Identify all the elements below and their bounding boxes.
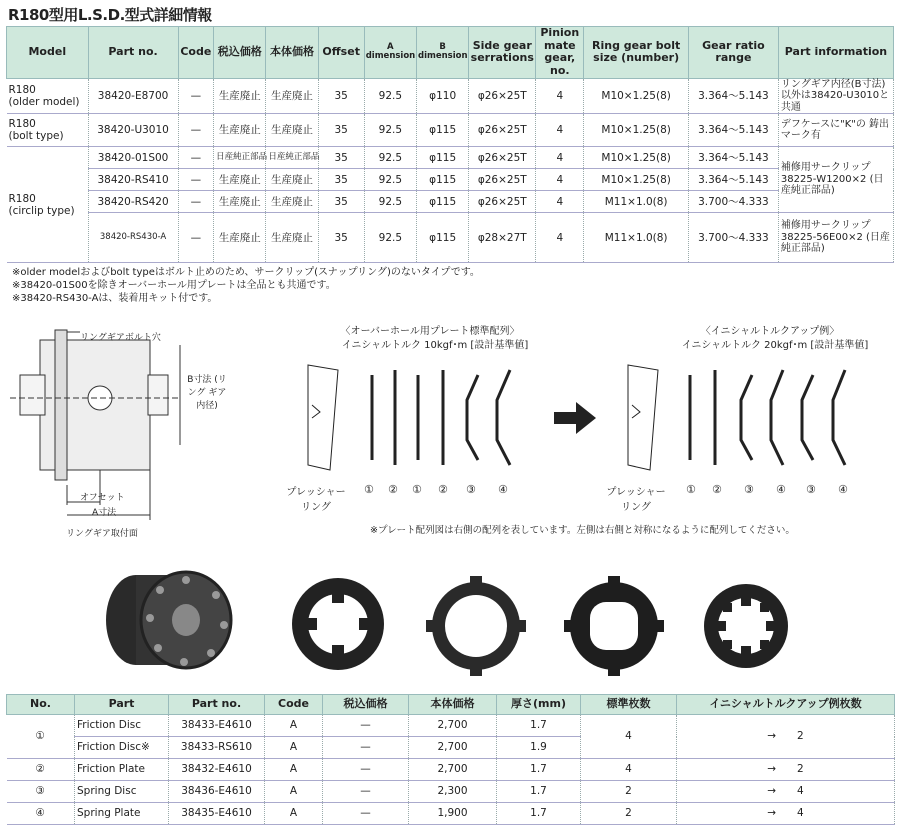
cell-base: 生産廃止 [266,78,318,114]
cell-tax: 生産廃止 [214,213,266,263]
plate-right-torque: イニシャルトルク 20kgf･m [設計基準値] [681,340,869,351]
cell-part: 38420-U3010 [88,114,178,147]
cell-torque-up: → 4 [677,803,895,825]
cell-part-no: 38432-E4610 [169,759,265,781]
seq-right: ② [712,483,722,496]
col-code: Code [178,27,214,79]
cell-bolt: M11×1.0(8) [584,191,689,213]
cell-no: ③ [7,781,75,803]
col-part-no: Part no. [88,27,178,79]
cell-base: 生産廃止 [266,114,318,147]
cell-ratio: 3.364～5.143 [688,169,778,191]
cell-a: 92.5 [364,213,416,263]
cell-part-no: 38436-E4610 [169,781,265,803]
label-ring-bolt: リングギアボルト穴 [80,333,161,343]
label-a-dim: A寸法 [92,508,117,518]
col-ring-bolt: Ring gear bolt size (number) [584,27,689,79]
seq-left: ① [364,483,374,496]
cell-part: 38420-01S00 [88,147,178,169]
cell-side: φ28×27T [469,213,536,263]
cell-thickness: 1.9 [497,737,581,759]
seq-right: ① [686,483,696,496]
cell-price: 2,700 [409,759,497,781]
spec-table [6,26,894,263]
cell-standard: 2 [581,803,677,825]
cell-tax: — [323,759,409,781]
seq-right: ④ [776,483,786,496]
cell-a: 92.5 [364,191,416,213]
seq-left: ③ [466,483,476,496]
cell-price: 2,700 [409,737,497,759]
cell-a: 92.5 [364,114,416,147]
seq-right: ④ [838,483,848,496]
cell-tax: — [323,737,409,759]
cell-part: 38420-RS410 [88,169,178,191]
cell-side: φ26×25T [469,191,536,213]
cell-bolt: M11×1.0(8) [584,213,689,263]
cell-pinion: 4 [536,169,584,191]
cell-base: 生産廃止 [266,213,318,263]
cell-ratio: 3.364～5.143 [688,78,778,114]
parts-table [6,694,895,825]
col-code: Code [265,695,323,715]
plate-left-title: 〈オーバーホール用プレート標準配列〉 [340,326,520,337]
cell-ratio: 3.364～5.143 [688,114,778,147]
cell-ratio: 3.364～5.143 [688,147,778,169]
col-part-no: Part no. [169,695,265,715]
parts-header-row [7,695,895,715]
plate-note: ※プレート配列図は右側の配列を表しています。左側は右側と対称になるように配列してください。 [370,525,795,536]
cell-info: デフケースに"K"の 鋳出マーク有 [778,114,893,147]
spec-header-row [7,27,894,79]
cell-standard: 2 [581,781,677,803]
cell-code: — [178,78,214,114]
cell-offset: 35 [318,78,364,114]
col-part-info: Part information [778,27,893,79]
cell-model: R180 (bolt type) [7,114,89,147]
cell-torque-up: → 4 [677,781,895,803]
cell-model: R180 (circlip type) [7,147,89,263]
cell-pinion: 4 [536,213,584,263]
cell-no: ② [7,759,75,781]
plate-left-diagram [300,360,530,480]
note: ※38420-01S00を除きオーバーホール用プレートは全品とも共通です。 [12,280,336,291]
col-a-dim: A dimension [364,27,416,79]
cell-part: Friction Plate [75,759,169,781]
cell-b: φ115 [417,213,469,263]
seq-right: ③ [806,483,816,496]
parts-row [7,781,895,803]
cell-part: 38420-E8700 [88,78,178,114]
cell-code: A [265,737,323,759]
seq-left: ② [438,483,448,496]
plate-left-torque: イニシャルトルク 10kgf･m [設計基準値] [341,340,529,351]
col-pinion: Pinion mate gear, no. [536,27,584,79]
cell-part: 38420-RS430-A [88,213,178,263]
col-torque-up-qty: イニシャルトルクアップ例枚数 [677,695,895,715]
cell-code: — [178,169,214,191]
col-offset: Offset [318,27,364,79]
cell-code: — [178,147,214,169]
col-no: No. [7,695,75,715]
col-model: Model [7,27,89,79]
cell-price: 2,300 [409,781,497,803]
cell-thickness: 1.7 [497,759,581,781]
cell-code: — [178,213,214,263]
cell-tax: 生産廃止 [214,191,266,213]
col-tax-price: 税込価格 [214,27,266,79]
label-mount: リングギア取付面 [66,529,138,539]
cell-ratio: 3.700～4.333 [688,191,778,213]
cell-price: 2,700 [409,715,497,737]
cell-a: 92.5 [364,169,416,191]
cell-base: 生産廃止 [266,169,318,191]
cell-side: φ26×25T [469,78,536,114]
friction-disc-image [288,574,388,674]
cell-side: φ26×25T [469,114,536,147]
note: ※older modelおよびbolt typeはボルト止めのため、サークリップ(スナップリング)のないタイプです。 [12,267,480,278]
plate-right-title: 〈イニシャルトルクアップ例〉 [700,326,840,337]
cell-code: — [178,114,214,147]
cell-part: 38420-RS420 [88,191,178,213]
seq-right: ③ [744,483,754,496]
cell-no: ④ [7,803,75,825]
cell-base: 生産廃止 [266,191,318,213]
cell-b: φ110 [417,78,469,114]
parts-row [7,759,895,781]
cell-offset: 35 [318,114,364,147]
cell-no: ① [7,715,75,759]
cell-info: 補修用サークリップ 38225-56E00×2 (日産純正部品) [778,213,893,263]
cell-pinion: 4 [536,191,584,213]
cell-bolt: M10×1.25(8) [584,78,689,114]
cell-b: φ115 [417,191,469,213]
cell-pinion: 4 [536,114,584,147]
cell-standard: 4 [581,759,677,781]
cell-bolt: M10×1.25(8) [584,147,689,169]
spec-row [7,78,894,114]
cell-part-no: 38435-E4610 [169,803,265,825]
friction-plate-image [424,574,528,678]
cell-standard: 4 [581,715,677,759]
cell-thickness: 1.7 [497,781,581,803]
label-offset: オフセット [80,493,125,503]
cell-b: φ115 [417,147,469,169]
cell-tax: — [323,803,409,825]
spec-row [7,147,894,169]
cell-thickness: 1.7 [497,803,581,825]
col-tax-price: 税込価格 [323,695,409,715]
spring-plate-image [698,578,794,674]
cell-offset: 35 [318,213,364,263]
cell-base: 日産純正部品 [266,147,318,169]
cell-a: 92.5 [364,78,416,114]
cell-info: リングギア内径(B寸法) 以外は38420-U3010と共通 [778,78,893,114]
cell-code: A [265,803,323,825]
col-gear-ratio: Gear ratio range [688,27,778,79]
cell-side: φ26×25T [469,147,536,169]
cell-offset: 35 [318,147,364,169]
cell-code: — [178,191,214,213]
cell-bolt: M10×1.25(8) [584,114,689,147]
plate-right-diagram [620,360,860,480]
plate-left-ring: プレッシャー リング [286,487,346,513]
seq-left: ① [412,483,422,496]
col-base-price: 本体価格 [266,27,318,79]
spec-row [7,191,894,213]
cell-tax: — [323,715,409,737]
plate-right-ring: プレッシャー リング [606,487,666,513]
cell-bolt: M10×1.25(8) [584,169,689,191]
cell-tax: — [323,781,409,803]
spec-row [7,114,894,147]
cell-a: 92.5 [364,147,416,169]
parts-row [7,715,895,737]
cell-b: φ115 [417,169,469,191]
label-b-dim: B寸法 (リング ギア内径) [187,375,227,411]
cell-pinion: 4 [536,147,584,169]
cell-side: φ26×25T [469,169,536,191]
cell-pinion: 4 [536,78,584,114]
col-standard-qty: 標準枚数 [581,695,677,715]
cell-part-no: 38433-RS610 [169,737,265,759]
right-arrow-icon [554,400,598,436]
cell-part-no: 38433-E4610 [169,715,265,737]
col-b-dim: B dimension [417,27,469,79]
cell-offset: 35 [318,169,364,191]
spec-row [7,169,894,191]
cell-part: Spring Plate [75,803,169,825]
cell-offset: 35 [318,191,364,213]
cell-tax: 生産廃止 [214,114,266,147]
page-title: R180型用L.S.D.型式詳細情報 [8,6,212,24]
seq-left: ② [388,483,398,496]
notes [12,266,480,305]
cell-tax: 生産廃止 [214,169,266,191]
col-base-price: 本体価格 [409,695,497,715]
col-thickness: 厚さ(mm) [497,695,581,715]
cell-torque-up: → 2 [677,715,895,759]
cell-part: Friction Disc [75,715,169,737]
cell-code: A [265,715,323,737]
cell-part: Friction Disc※ [75,737,169,759]
col-part: Part [75,695,169,715]
cell-torque-up: → 2 [677,759,895,781]
cell-thickness: 1.7 [497,715,581,737]
cell-tax: 生産廃止 [214,78,266,114]
note: ※38420-RS430-Aは、装着用キット付です。 [12,293,218,304]
seq-left: ④ [498,483,508,496]
cell-info: 補修用サークリップ 38225-W1200×2 (日産純正部品) [778,147,893,213]
cell-part: Spring Disc [75,781,169,803]
cell-b: φ115 [417,114,469,147]
spec-row [7,213,894,263]
cell-code: A [265,759,323,781]
spring-disc-image [562,574,666,678]
cell-price: 1,900 [409,803,497,825]
cell-code: A [265,781,323,803]
parts-row [7,803,895,825]
cell-tax: 日産純正部品 [214,147,266,169]
cell-model: R180 (older model) [7,78,89,114]
cell-ratio: 3.700～4.333 [688,213,778,263]
col-side-gear: Side gear serrations [469,27,536,79]
lsd-unit-image [96,560,236,680]
